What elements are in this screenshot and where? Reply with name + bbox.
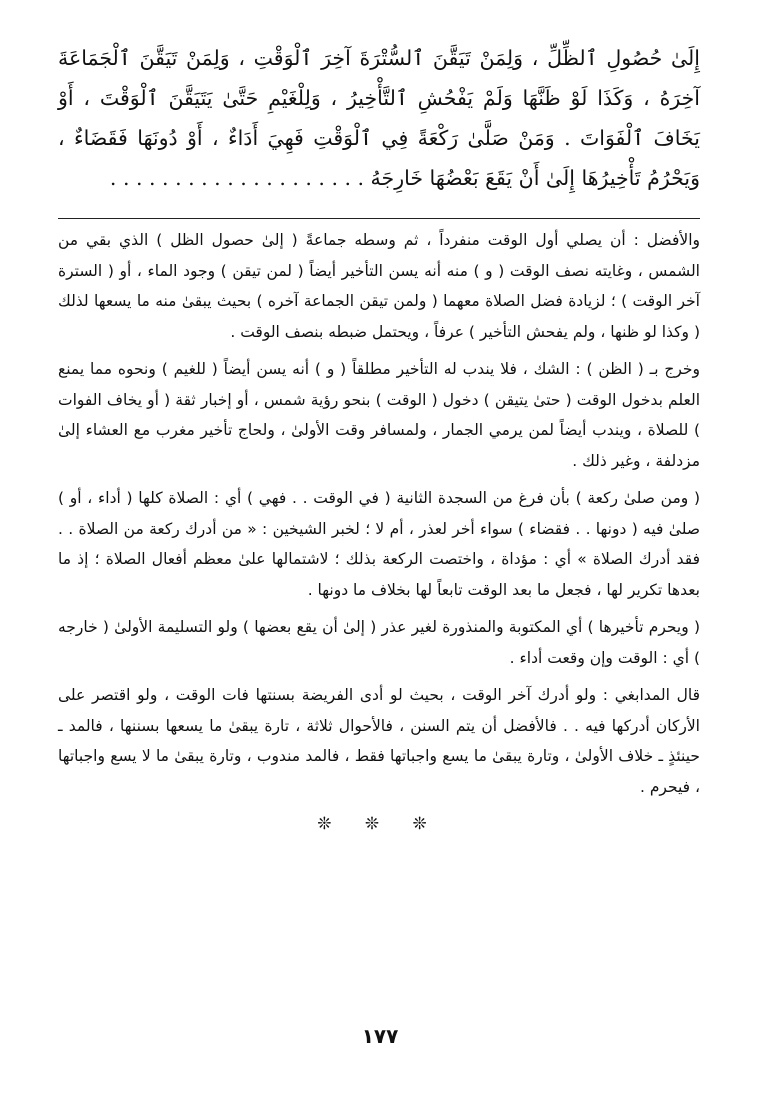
matn-text: إِلَىٰ حُصُولِ ٱلظِّلِّ ، وَلِمَنْ تَيَقَّنَ ٱلسُّتْرَةَ آخِرَ ٱلْوَقْتِ ، وَلِمَنْ تَيَقَّنَ ٱلْجَمَاعَةَ آخِرَهُ ، وَكَذَا لَوْ ظَنَّهَا وَلَمْ يَفْحُشِ ٱلتَّأْخِيرُ ، وَلِلْغَيْمِ حَتَّىٰ يَتَيَقَّنَ ٱلْوَقْتَ ، أَوْ يَخَافَ ٱلْفَوَاتَ . وَمَنْ صَلَّىٰ رَكْعَةً فِي ٱلْوَقْتِ فَهِيَ أَدَاءٌ ، أَوْ دُونَهَا فَقَضَاءٌ ، وَيَحْرُمُ تَأْخِيرُهَا إِلَىٰ أَنْ يَقَعَ بَعْضُهَا خَارِجَهُ . . . . . . . . . . . . . . . . . . . . <box>58 46 700 190</box>
sharh-paragraph-3: ( ومن صلىٰ ركعة ) بأن فرغ من السجدة الثانية ( في الوقت . . فهي ) أي : الصلاة كلها ( أداء ، أو ) صلىٰ فيه ( دونها . . فقضاء ) سواء أخر لعذر ، أم لا ؛ لخبر الشيخين : « من أدرك ركعة من الصلاة . . فقد أدرك الصلاة » أي : مؤداة ، واختصت الركعة بذلك ؛ لاشتمالها علىٰ معظم أفعال الصلاة ؛ إذ ما بعدها تكرير لها ، فجعل ما بعد الوقت تابعاً لها بخلاف ما دونها . <box>58 489 700 599</box>
page-number: ١٧٧ <box>361 1024 399 1048</box>
section-separator-stars: ❊ ❊ ❊ <box>317 814 441 834</box>
sharh-paragraph-5: قال المدابغي : ولو أدرك آخر الوقت ، بحيث لو أدى الفريضة بسنتها فات الوقت ، ولو اقتصر على الأركان أدركها فيه . . فالأفضل أن يتم السنن ، فالأحوال ثلاثة ، تارة يبقىٰ ما يسعها بسننها ، فالمد ـ حينئذٍ ـ خلاف الأولىٰ ، وتارة يبقىٰ ما يسع واجباتها فقط ، فالمد مندوب ، وتارة يبقىٰ ما لا يسع واجباتها ، فيحرم . <box>58 686 700 796</box>
sharh-paragraph-1: والأفضل : أن يصلي أول الوقت منفرداً ، ثم وسطه جماعةً ( إلىٰ حصول الظل ) الذي بقي من الشمس ، وغايته نصف الوقت ( و ) منه أنه يسن التأخير أيضاً ( لمن تيقن ) وجود الماء ، أو ( السترة آخر الوقت ) ؛ لزيادة فضل الصلاة معهما ( ولمن تيقن الجماعة آخره ) بحيث يبقىٰ منه ما يسعها لذلك ( وكذا لو ظنها ، ولم يفحش التأخير ) عرفاً ، ويحتمل ضبطه بنصف الوقت . <box>58 231 700 341</box>
sharh-paragraph-4: ( ويحرم تأخيرها ) أي المكتوبة والمنذورة لغير عذر ( إلىٰ أن يقع بعضها ) ولو التسليمة الأولىٰ ( خارجه ) أي : الوقت وإن وقعت أداء . <box>58 618 700 667</box>
footnote-divider <box>58 218 700 219</box>
sharh-paragraph-2: وخرج بـ ( الظن ) : الشك ، فلا يندب له التأخير مطلقاً ( و ) أنه يسن أيضاً ( للغيم ) ونحوه مما يمنع العلم بدخول الوقت ( حتىٰ يتيقن ) دخول ( الوقت ) بنحو رؤية شمس ، أو إخبار ثقة ( أو يخاف الفوات ) للصلاة ، ويندب أيضاً لمن يرمي الجمار ، ولمسافر وقت الأولىٰ ، ولحاج تأخير مغرب مع العشاء إلىٰ مزدلفة ، وغير ذلك . <box>58 360 700 470</box>
page-body <box>58 38 700 834</box>
